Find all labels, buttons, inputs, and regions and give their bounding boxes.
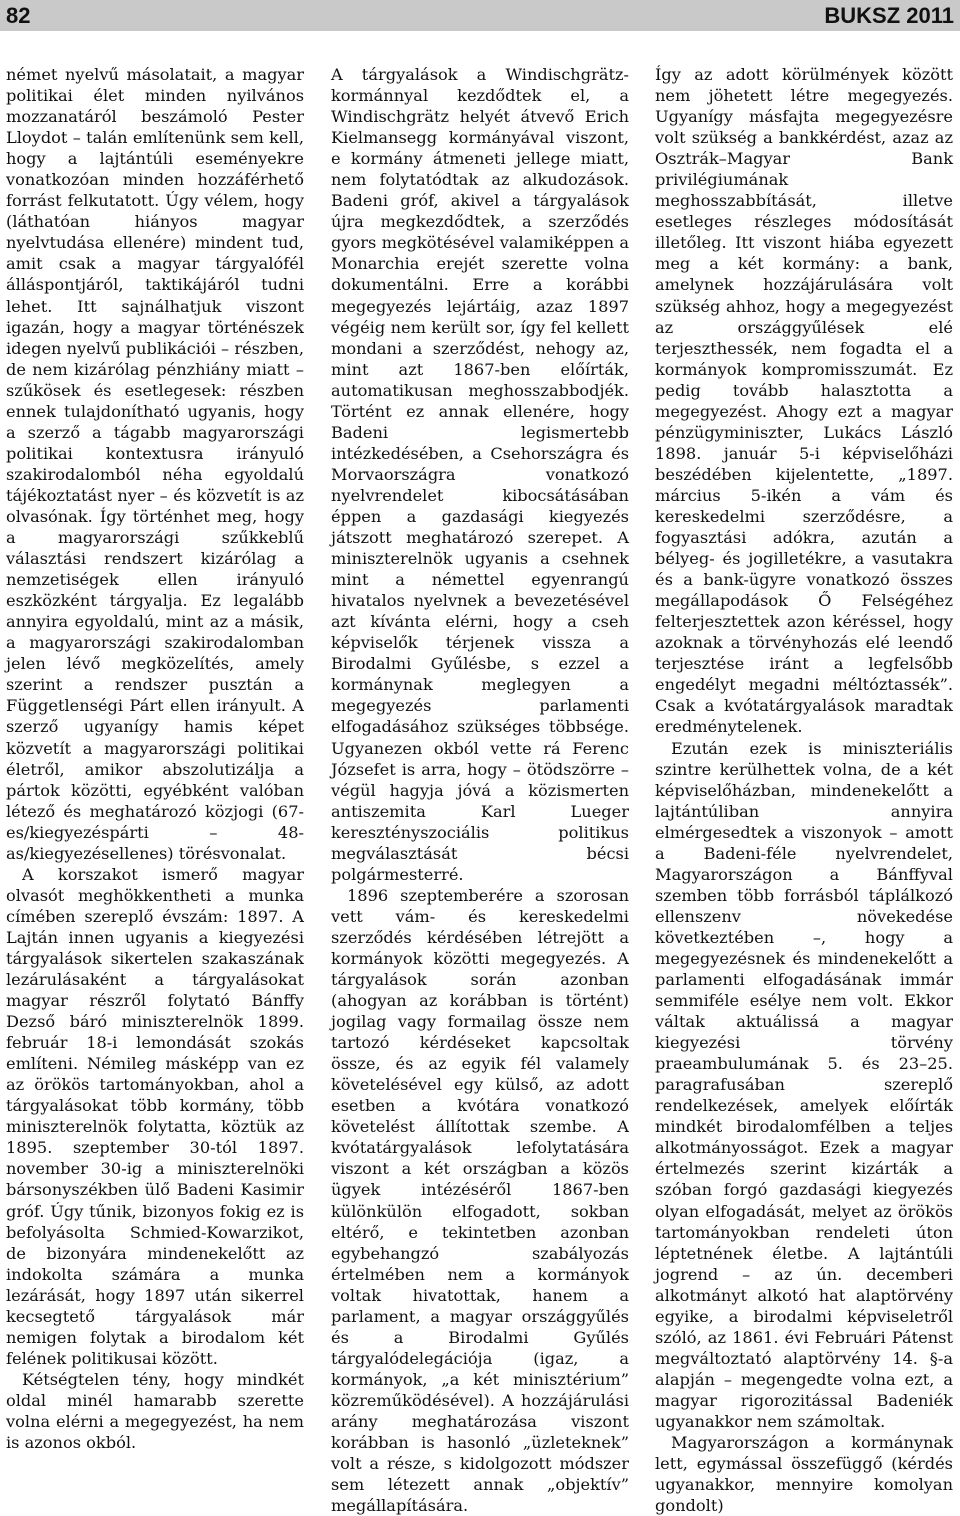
paragraph: Így az adott körülmények között nem jöhetett létre megegyezés. Ugyanígy másfajta megegyezésre volt szükség a bankkérdést, azaz az Osztrák–Magyar Bank privilégiumának meghosszabbítását, illetve esetleges részleges módosítását illetőleg. Itt viszont hiába egyezett meg a két kormány: a bank, amelynek hozzájárulására volt szükség ahhoz, hogy a megegyezést az országgyűlések elé terjeszthessék, nem fogadta el a kormányok kompromisszumát. Ez pedig tovább halasztotta a megegyezést. Ahogy ezt a magyar pénzügyminiszter, Lukács László 1898. január 5-i képviselőházi beszédében kijelentette, „1897. március 5-ikén a vám és kereskedelmi szerződésre, a fogyasztási adókra, azután a bélyeg- és jogilletékre, a vasutakra és a bank-ügyre vonatkozó összes megállapodások Ő Felségéhez felterjesztettek azon kéréssel, hogy azoknak a törvényhozás elé leendő terjesztése iránt a legfelsőbb engedélyt megadni méltóztassék”. Csak a kvótatárgyalások maradtak eredménytelenek. xyxy=(655,65,953,737)
text-column-3 xyxy=(655,64,953,1516)
journal-name: BUKSZ 2011 xyxy=(824,3,954,28)
paragraph: Magyarországon a kormánynak lett, egymással összefüggő (kérdés ugyanakkor, mennyire komolyan gondolt) xyxy=(655,1433,953,1516)
page-number: 82 xyxy=(6,3,31,28)
paragraph: A korszakot ismerő magyar olvasót meghökkentheti a munka címében szereplő évszám: 1897. A Lajtán innen ugyanis a kiegyezési tárgyalások sikertelen szakaszának lezárulásaként a tárgyalásokat magyar részről folytató Bánffy Dezső báró miniszterelnök 1899. február 18-i lemondását szokás említeni. Némileg másképp van ez az örökös tartományokban, ahol a tárgyalásokat több kormány, több miniszterelnök folytatta, köztük az 1895. szeptember 30-tól 1897. november 30-ig a miniszterelnöki bársonyszékben ülő Badeni Kasimir gróf. Úgy tűnik, bizonyos fokig ez is befolyásolta Schmied-Kowarzikot, de bizonyára mindenekelőtt az indokolta számára a munka lezárását, hogy 1897 után sikerrel kecsegtető tárgyalások már nemigen folytak a birodalom két felének politikusai között. xyxy=(6,864,304,1368)
text-column-1 xyxy=(6,64,304,1453)
paragraph: Kétségtelen tény, hogy mindkét oldal minél hamarabb szerette volna elérni a megegyezést, ha nem is azonos okból. xyxy=(6,1369,304,1453)
paragraph: német nyelvű másolatait, a magyar politikai élet minden nyilvános mozzanatáról beszámoló Pester Lloydot – talán említenünk sem kell, hogy a lajtántúli eseményekre vonatkozóan minden hozzáférhető forrást felkutatott. Úgy vélem, hogy (láthatóan hiányos magyar nyelvtudása ellenére) mindent tud, amit csak a magyar tárgyalófél álláspontjáról, taktikájáról tudni lehet. Itt sajnálhatjuk viszont igazán, hogy a magyar történészek idegen nyelvű publikációi – részben, de nem kizárólag pénzhiány miatt – szűkösek és esetlegesek: részben ennek tulajdonítható ugyanis, hogy a szerző a tágabb magyarországi politikai kontextusra irányuló szakirodalomból néha egyoldalú tájékoztatást nyer – és közvetít is az olvasónak. Így történhet meg, hogy a magyarországi szűkkeblű választási rendszert kizárólag a nemzetiségek ellen irányuló eszközként tárgyalja. Ez legalább annyira egyoldalú, mint az a másik, a magyarországi szakirodalomban jelen lévő megközelítés, amely szerint a rendszer pusztán a Függetlenségi Párt ellen irányult. A szerző ugyanígy hamis képet közvetít a magyarországi politikai életről, amikor abszolutizálja a pártok közötti, egyébként valóban létező és meghatározó közjogi (67-es/kiegyezéspárti – 48-as/kiegyezésellenes) törésvonalat. xyxy=(6,65,304,863)
running-header xyxy=(0,0,960,31)
paragraph: A tárgyalások a Windischgrätz-kormánnyal kezdődtek el, a Windischgrätz helyét átvevő Erich Kielmansegg kormányával viszont, e kormány átmeneti jellege miatt, nem folytatódtak az alkudozások. Badeni gróf, akivel a tárgyalások újra megkezdődtek, a szerződés gyors megkötésével valamiképpen a Monarchia erejét szerette volna dokumentálni. Erre a korábbi megegyezés lejártáig, azaz 1897 végéig nem került sor, így fel kellett mondani a szerződést, nehogy az, mint azt 1867-ben előírták, automatikusan meghosszabbodjék. Történt ez annak ellenére, hogy Badeni legismertebb intézkedésében, a Csehországra és Morvaországra vonatkozó nyelvrendelet kibocsátásában éppen a gazdasági kiegyezés játszott meghatározó szerepet. A miniszterelnök ugyanis a csehnek mint a némettel egyenrangú hivatalos nyelvnek a bevezetésével azt kívánta elérni, hogy a cseh képviselők térjenek vissza a Birodalmi Gyűlésbe, s ezzel a kormánynak meglegyen a megegyezés parlamenti elfogadásához szükséges többsége. Ugyanezen okból vette rá Ferenc Józsefet is arra, hogy – ötödszörre – végül hagyja jóvá a közismerten antiszemita Karl Lueger keresztényszociális politikus megválasztását bécsi polgármesterré. xyxy=(331,65,629,884)
text-column-2 xyxy=(331,64,629,1516)
paragraph: 1896 szeptemberére a szorosan vett vám- és kereskedelmi szerződés kérdésében létrejött a kormányok közötti megegyezés. A tárgyalások során azonban (ahogyan az korábban is történt) jogilag vagy formailag össze nem tartozó kérdéseket kapcsoltak össze, és az egyik fél valamely követelésével egy külső, az adott esetben a kvótára vonatkozó követelést állítottak szembe. A kvótatárgyalások lefolytatására viszont a két országban a közös ügyek intézéséről 1867-ben különkülön elfogadott, sokban eltérő, e tekintetben azonban egybehangzó szabályozás értelmében nem a kormányok voltak hivatottak, hanem a parlament, a magyar országgyűlés és a Birodalmi Gyűlés tárgyalódelegációja (igaz, a kormányok, „a két minisztérium” közreműködésével). A hozzájárulási arány meghatározása viszont korábban is hasonló „üzleteknek” volt a része, s kidolgozott módszer sem létezett annak „objektív” megállapítására. xyxy=(331,885,629,1516)
paragraph: Ezután ezek is miniszteriális szintre kerülhettek volna, de a két képviselőházban, mindenekelőtt a lajtántúliban annyira elmérgesedtek a viszonyok – amott a Badeni-féle nyelvrendelet, Magyarországon a Bánffyval szemben több forrásból táplálkozó ellenszenv növekedése következtében –, hogy a megegyezésnek és mindenekelőtt a parlamenti elfogadásának immár semmiféle esélye nem volt. Ekkor váltak aktuálissá a magyar kiegyezési törvény praeambulumának 5. és 23–25. paragrafusában szereplő rendelkezések, amelyek előírták mindkét birodalomfélben a teljes alkotmányosságot. Ezek a magyar értelmezés szerint kizárták a szóban forgó gazdasági kiegyezés olyan elfogadását, melyet az örökös tartományokban rendeleti úton léptetnének életbe. A lajtántúli jogrend – az ún. decemberi alkotmányt alkotó hat alaptörvény egyike, a birodalmi képviseletről szóló, az 1861. évi Februári Pátenst megváltoztató alaptörvény 14. §-a alapján – megengedte volna ezt, a magyar rigorozitással Badeniék ugyanakkor nem számoltak. xyxy=(655,738,953,1431)
